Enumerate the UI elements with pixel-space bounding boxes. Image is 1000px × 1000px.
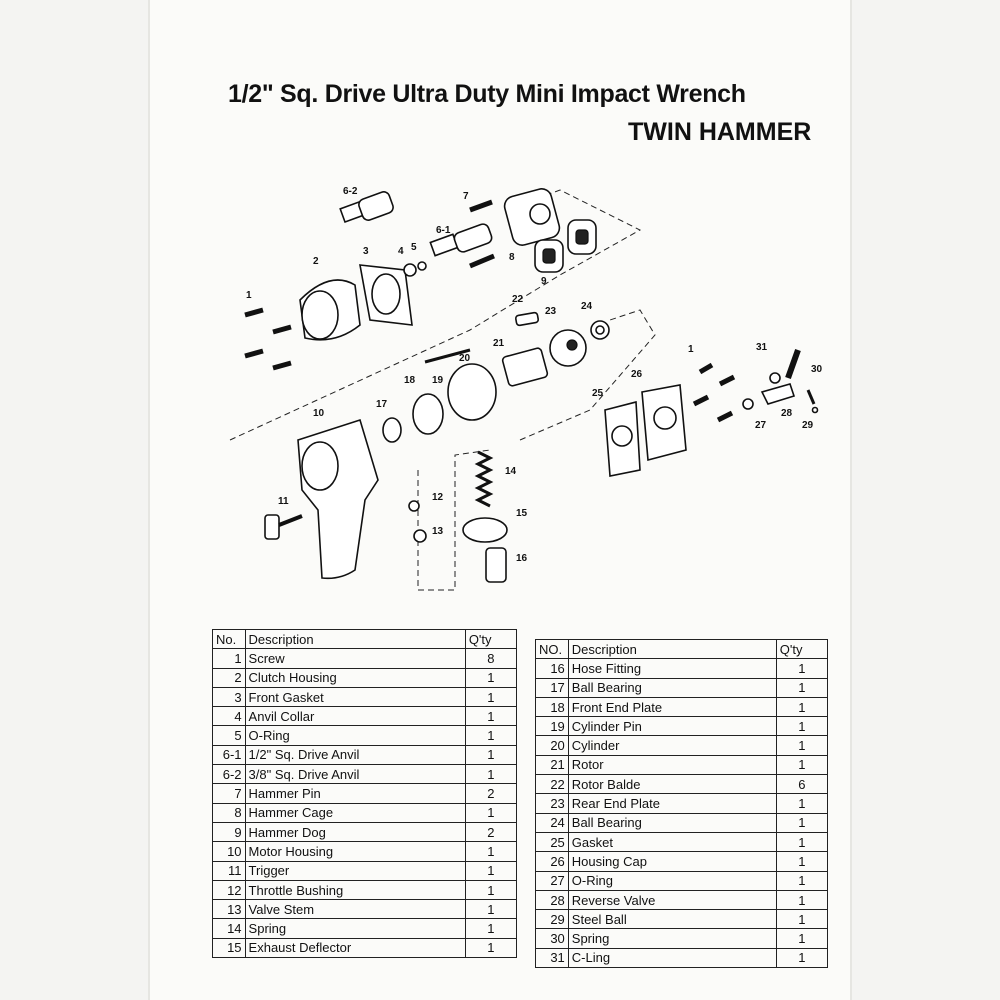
table-row [213, 726, 517, 745]
callout-30: 30 [811, 364, 823, 375]
callout-29: 29 [802, 420, 814, 431]
table-row [213, 861, 517, 880]
spring-part [478, 452, 490, 506]
part-number-cell: 25 [536, 832, 569, 851]
part-number-cell: 2 [213, 668, 246, 687]
table-row [536, 871, 828, 890]
table-header-row [536, 640, 828, 659]
part-number-cell: 30 [536, 929, 569, 948]
table-row [536, 929, 828, 948]
part-quantity-cell: 1 [776, 929, 827, 948]
part-quantity-cell: 1 [776, 852, 827, 871]
part-number-cell: 7 [213, 784, 246, 803]
part-quantity-cell: 1 [465, 745, 516, 764]
part-description-cell: Hammer Cage [245, 803, 465, 822]
part-number-cell: 6-1 [213, 745, 246, 764]
table-row [213, 919, 517, 938]
part-description-cell: Screw [245, 649, 465, 668]
table-row [536, 852, 828, 871]
part-quantity-cell: 1 [776, 794, 827, 813]
part-quantity-cell: 1 [465, 726, 516, 745]
throttle-bushing-part [409, 501, 419, 511]
part-description-cell: Housing Cap [568, 852, 776, 871]
header-qty: Q'ty [776, 640, 827, 659]
header-description: Description [245, 630, 465, 649]
part-quantity-cell: 1 [776, 948, 827, 967]
callout-2: 2 [313, 256, 319, 267]
table-row [213, 803, 517, 822]
part-description-cell: 1/2" Sq. Drive Anvil [245, 745, 465, 764]
part-number-cell: 12 [213, 880, 246, 899]
part-number-cell: 18 [536, 697, 569, 716]
callout-5: 5 [411, 242, 417, 253]
callout-24: 24 [581, 301, 593, 312]
callout-19: 19 [432, 375, 444, 386]
reverse-valve-part [762, 384, 794, 404]
part-quantity-cell: 1 [465, 861, 516, 880]
callout-1-front: 1 [246, 290, 252, 301]
part-number-cell: 21 [536, 755, 569, 774]
callout-21: 21 [493, 338, 505, 349]
part-quantity-cell: 1 [776, 910, 827, 929]
part-description-cell: Front Gasket [245, 687, 465, 706]
c-ring-part [770, 373, 780, 383]
header-no: No. [213, 630, 246, 649]
table-row [536, 717, 828, 736]
exhaust-deflector-part [463, 518, 507, 542]
front-end-plate-part [413, 394, 443, 434]
part-description-cell: Steel Ball [568, 910, 776, 929]
clutch-housing-part [300, 280, 360, 340]
callout-17: 17 [376, 399, 388, 410]
header-description: Description [568, 640, 776, 659]
part-description-cell: Gasket [568, 832, 776, 851]
part-quantity-cell: 1 [465, 687, 516, 706]
part-description-cell: Trigger [245, 861, 465, 880]
parts-table-right-body [536, 659, 828, 968]
table-row [213, 745, 517, 764]
part-quantity-cell: 1 [776, 832, 827, 851]
callout-12: 12 [432, 492, 444, 503]
part-quantity-cell: 2 [465, 784, 516, 803]
cylinder-part [448, 364, 496, 420]
header-no: NO. [536, 640, 569, 659]
part-quantity-cell: 8 [465, 649, 516, 668]
part-number-cell: 15 [213, 938, 246, 957]
table-row [536, 813, 828, 832]
part-number-cell: 14 [213, 919, 246, 938]
part-number-cell: 11 [213, 861, 246, 880]
table-row [213, 707, 517, 726]
document-title: 1/2" Sq. Drive Ultra Duty Mini Impact Wrench [228, 80, 746, 108]
table-row [213, 687, 517, 706]
part-number-cell: 28 [536, 890, 569, 909]
part-number-cell: 16 [536, 659, 569, 678]
part-description-cell: Anvil Collar [245, 707, 465, 726]
table-row [536, 775, 828, 794]
callout-27: 27 [755, 420, 767, 431]
part-quantity-cell: 1 [776, 736, 827, 755]
part-quantity-cell: 1 [776, 871, 827, 890]
part-number-cell: 31 [536, 948, 569, 967]
part-description-cell: Throttle Bushing [245, 880, 465, 899]
part-quantity-cell: 1 [465, 938, 516, 957]
table-row [213, 649, 517, 668]
parts-table-right [535, 639, 828, 968]
part-number-cell: 19 [536, 717, 569, 736]
part-number-cell: 6-2 [213, 765, 246, 784]
part-number-cell: 1 [213, 649, 246, 668]
part-description-cell: Rotor [568, 755, 776, 774]
part-number-cell: 27 [536, 871, 569, 890]
o-ring-part [418, 262, 426, 270]
part-number-cell: 23 [536, 794, 569, 813]
callout-6-2: 6-2 [343, 186, 358, 197]
part-number-cell: 9 [213, 822, 246, 841]
table-row [536, 948, 828, 967]
part-description-cell: Valve Stem [245, 900, 465, 919]
part-number-cell: 22 [536, 775, 569, 794]
parts-table-left [212, 629, 517, 958]
part-description-cell: Ball Bearing [568, 678, 776, 697]
callout-14: 14 [505, 466, 517, 477]
part-number-cell: 13 [213, 900, 246, 919]
table-row [536, 697, 828, 716]
part-description-cell: Ball Bearing [568, 813, 776, 832]
part-quantity-cell: 1 [776, 813, 827, 832]
part-description-cell: 3/8" Sq. Drive Anvil [245, 765, 465, 784]
part-description-cell: Motor Housing [245, 842, 465, 861]
part-description-cell: O-Ring [245, 726, 465, 745]
part-quantity-cell: 1 [465, 707, 516, 726]
part-description-cell: Clutch Housing [245, 668, 465, 687]
part-quantity-cell: 1 [465, 919, 516, 938]
callout-4: 4 [398, 246, 404, 257]
part-quantity-cell: 1 [465, 765, 516, 784]
callout-22: 22 [512, 294, 524, 305]
part-number-cell: 20 [536, 736, 569, 755]
motor-housing-part [298, 420, 378, 578]
table-row [213, 784, 517, 803]
rotor-blade-part [515, 312, 538, 326]
callout-18: 18 [404, 375, 416, 386]
part-description-cell: O-Ring [568, 871, 776, 890]
rear-o-ring-part [743, 399, 753, 409]
table-row [213, 880, 517, 899]
part-number-cell: 5 [213, 726, 246, 745]
ball-bearing-front-part [383, 418, 401, 442]
part-description-cell: Hammer Pin [245, 784, 465, 803]
rotor-part [502, 347, 548, 386]
part-quantity-cell: 1 [465, 668, 516, 687]
part-quantity-cell: 1 [776, 659, 827, 678]
table-row [536, 832, 828, 851]
part-number-cell: 3 [213, 687, 246, 706]
table-row [536, 678, 828, 697]
part-quantity-cell: 1 [776, 678, 827, 697]
part-description-cell: Rear End Plate [568, 794, 776, 813]
rear-screws-part [694, 365, 734, 420]
steel-ball-part [813, 408, 818, 413]
table-row [536, 736, 828, 755]
table-row [536, 890, 828, 909]
part-number-cell: 8 [213, 803, 246, 822]
part-description-cell: Spring [245, 919, 465, 938]
part-quantity-cell: 1 [465, 803, 516, 822]
part-description-cell: C-Ling [568, 948, 776, 967]
table-row [213, 842, 517, 861]
part-description-cell: Rotor Balde [568, 775, 776, 794]
table-row [536, 659, 828, 678]
table-row [213, 765, 517, 784]
part-quantity-cell: 1 [776, 697, 827, 716]
part-description-cell: Cylinder [568, 736, 776, 755]
anvil-collar-part [404, 264, 416, 276]
callout-10: 10 [313, 408, 325, 419]
part-quantity-cell: 1 [776, 717, 827, 736]
part-description-cell: Front End Plate [568, 697, 776, 716]
part-number-cell: 4 [213, 707, 246, 726]
part-quantity-cell: 1 [465, 880, 516, 899]
callout-26: 26 [631, 369, 643, 380]
part-quantity-cell: 2 [465, 822, 516, 841]
callout-1-rear: 1 [688, 344, 694, 355]
part-number-cell: 29 [536, 910, 569, 929]
table-row [213, 938, 517, 957]
callout-9: 9 [541, 276, 547, 287]
table-row [213, 822, 517, 841]
front-screws-part [245, 310, 291, 368]
table-header-row [213, 630, 517, 649]
header-qty: Q'ty [465, 630, 516, 649]
document-subtitle: TWIN HAMMER [628, 118, 812, 146]
callout-28: 28 [781, 408, 793, 419]
part-quantity-cell: 1 [465, 900, 516, 919]
callout-20: 20 [459, 353, 471, 364]
callout-8: 8 [509, 252, 515, 263]
part-description-cell: Hammer Dog [245, 822, 465, 841]
table-row [536, 794, 828, 813]
callout-11: 11 [278, 496, 289, 507]
table-row [536, 755, 828, 774]
callout-25: 25 [592, 388, 604, 399]
part-description-cell: Spring [568, 929, 776, 948]
part-number-cell: 10 [213, 842, 246, 861]
part-quantity-cell: 6 [776, 775, 827, 794]
part-number-cell: 26 [536, 852, 569, 871]
table-row [213, 668, 517, 687]
callout-6-1: 6-1 [436, 225, 451, 236]
part-number-cell: 24 [536, 813, 569, 832]
hose-fitting-part [486, 548, 506, 582]
table-row [213, 900, 517, 919]
callout-16: 16 [516, 553, 528, 564]
part-quantity-cell: 1 [465, 842, 516, 861]
part-quantity-cell: 1 [776, 890, 827, 909]
part-description-cell: Hose Fitting [568, 659, 776, 678]
callout-13: 13 [432, 526, 444, 537]
callout-15: 15 [516, 508, 528, 519]
part-description-cell: Cylinder Pin [568, 717, 776, 736]
part-description-cell: Exhaust Deflector [245, 938, 465, 957]
callout-7: 7 [463, 191, 469, 202]
table-row [536, 910, 828, 929]
part-quantity-cell: 1 [776, 755, 827, 774]
callout-3: 3 [363, 246, 369, 257]
callout-31: 31 [756, 342, 768, 353]
rear-spring-part [808, 390, 814, 404]
trigger-part [265, 515, 279, 539]
valve-stem-part [414, 530, 426, 542]
callout-23: 23 [545, 306, 557, 317]
part-description-cell: Reverse Valve [568, 890, 776, 909]
parts-table-left-body [213, 649, 517, 958]
part-number-cell: 17 [536, 678, 569, 697]
